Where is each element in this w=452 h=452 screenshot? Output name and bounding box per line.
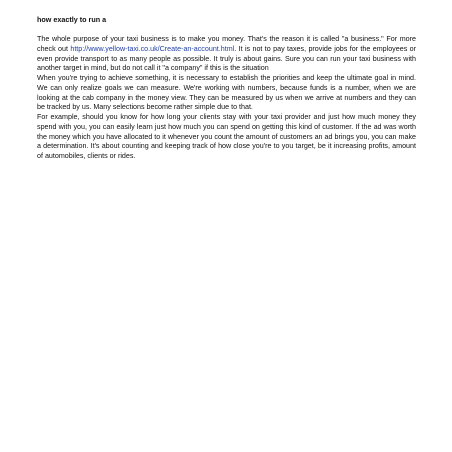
document-content (37, 15, 416, 162)
paragraph-3: For example, should you know for how long your clients stay with your taxi provider and just how much money they spend with you, you can easily learn just how much you can spend on getting this kind of customer. If the ad was worth the money which you have allocated to it whenever you count the amount of customers an ad brings you, you can make a determination. It's about counting and keeping track of how close you're to you target, be it increasing profits, amount of automobiles, clients or rides. (37, 113, 416, 160)
paragraph-1-text-after-link: . It is not to pay taxes, provide jobs for the employees or even provide transport to as many people as possible. It truly is about gains. Sure you can run your taxi business with another target in mind, but do not call it "a company" if this is the situation (37, 44, 416, 73)
paragraph-1 (37, 35, 416, 74)
paragraph-2: When you're trying to achieve something, it is necessary to establish the priorities and keep the ultimate goal in mind. We can only realize goals we can measure. We're working with numbers, because funds is a number, when we are looking at the cab company in the money view. They can be measured by us when we arrive at numbers and they can be tracked by us. Many selections become rather simple due to that. (37, 74, 416, 112)
create-account-link[interactable]: http://www.yellow-taxi.co.uk/Create-an-account.html (70, 44, 235, 53)
paragraph-1-text-before-link: The whole purpose of your taxi business is to make you money. That's the reason it is called "a business." For more check out (37, 35, 416, 53)
document-title: how exactly to run a (37, 15, 107, 24)
